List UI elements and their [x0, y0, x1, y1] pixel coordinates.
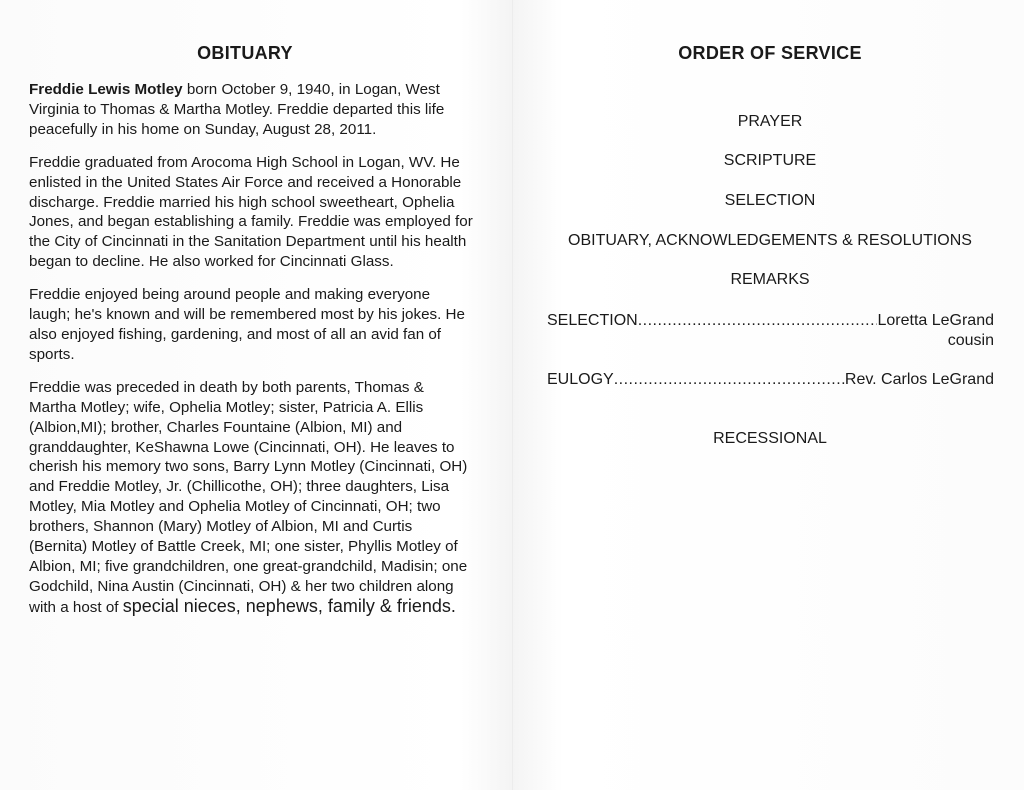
order-of-service-column [520, 40, 1020, 447]
service-item-scripture: SCRIPTURE [723, 152, 817, 169]
survivors-text: Freddie was preceded in death by both parents, Thomas & Martha Motley; wife, Ophelia Motley; sister, Patricia A. Ellis (Albion,MI); brother, Charles Fountaine (Albion, MI) and granddaughter, KeShawna Lowe (Cincinnati, OH). He leaves to cherish his memory two sons, Barry Lynn Motley (Cincinnati, OH) and Freddie Motley, Jr. (Chillicothe, OH); three daughters, Lisa Motley, Mia Motley and Ophelia Motley of Cincinnati, OH; two brothers, Shannon (Mary) Motley of Albion, MI and Curtis (Bernita) Motley of Battle Creek, MI; one sister, Phyllis Motley of Albion, MI; five grandchildren, one great-grandchild, Madisin; one Godchild, Nina Austin (Cincinnati, OH) & her two children along with a host of [29, 378, 468, 616]
obituary-paragraph-1 [29, 80, 474, 140]
obituary-column [29, 40, 474, 631]
leader-dots [614, 370, 845, 390]
obituary-paragraph-2: Freddie graduated from Arocoma High School in Logan, WV. He enlisted in the United States Air Force and received a Honorable discharge. Freddie married his high school sweetheart, Ophelia Jones, and began establishing a family. Freddie was employed for the City of Cincinnati in the Sanitation Department until his health began to decline. He also worked for Cincinnati Glass. [29, 153, 473, 271]
selection-performer-relation: cousin [947, 332, 994, 349]
service-item-selection-performer [547, 311, 994, 331]
center-fold [512, 0, 513, 790]
obituary-heading: OBITUARY [197, 43, 293, 63]
selection-label: SELECTION [547, 312, 638, 329]
obituary-paragraph-4 [29, 378, 474, 618]
service-item-recessional: RECESSIONAL [713, 430, 827, 447]
service-item-obituary-acknowledgements: OBITUARY, ACKNOWLEDGEMENTS & RESOLUTIONS [568, 232, 972, 249]
birth-details: born October 9, 1940, in Logan, West Virginia to Thomas & Martha Motley. Freddie departed this life peacefully in his home on Sunday, August 28, 2011. [29, 81, 445, 138]
survivors-closing: special nieces, nephews, family & friends. [122, 595, 456, 616]
service-item-eulogy [547, 370, 994, 390]
leader-dots [638, 311, 878, 331]
service-item-selection: SELECTION [724, 192, 816, 209]
eulogy-speaker: Rev. Carlos LeGrand [844, 371, 994, 388]
service-item-prayer: PRAYER [737, 113, 803, 130]
obituary-paragraph-3: Freddie enjoyed being around people and making everyone laugh; he's known and will be remembered most by his jokes. He also enjoyed fishing, gardening, and most of all an avid fan of sports. [29, 286, 465, 363]
service-item-remarks: REMARKS [730, 271, 810, 288]
order-of-service-heading: ORDER OF SERVICE [678, 43, 862, 63]
eulogy-label: EULOGY [547, 371, 614, 388]
selection-performer: Loretta LeGrand [877, 312, 994, 329]
decedent-name: Freddie Lewis Motley [29, 81, 183, 98]
